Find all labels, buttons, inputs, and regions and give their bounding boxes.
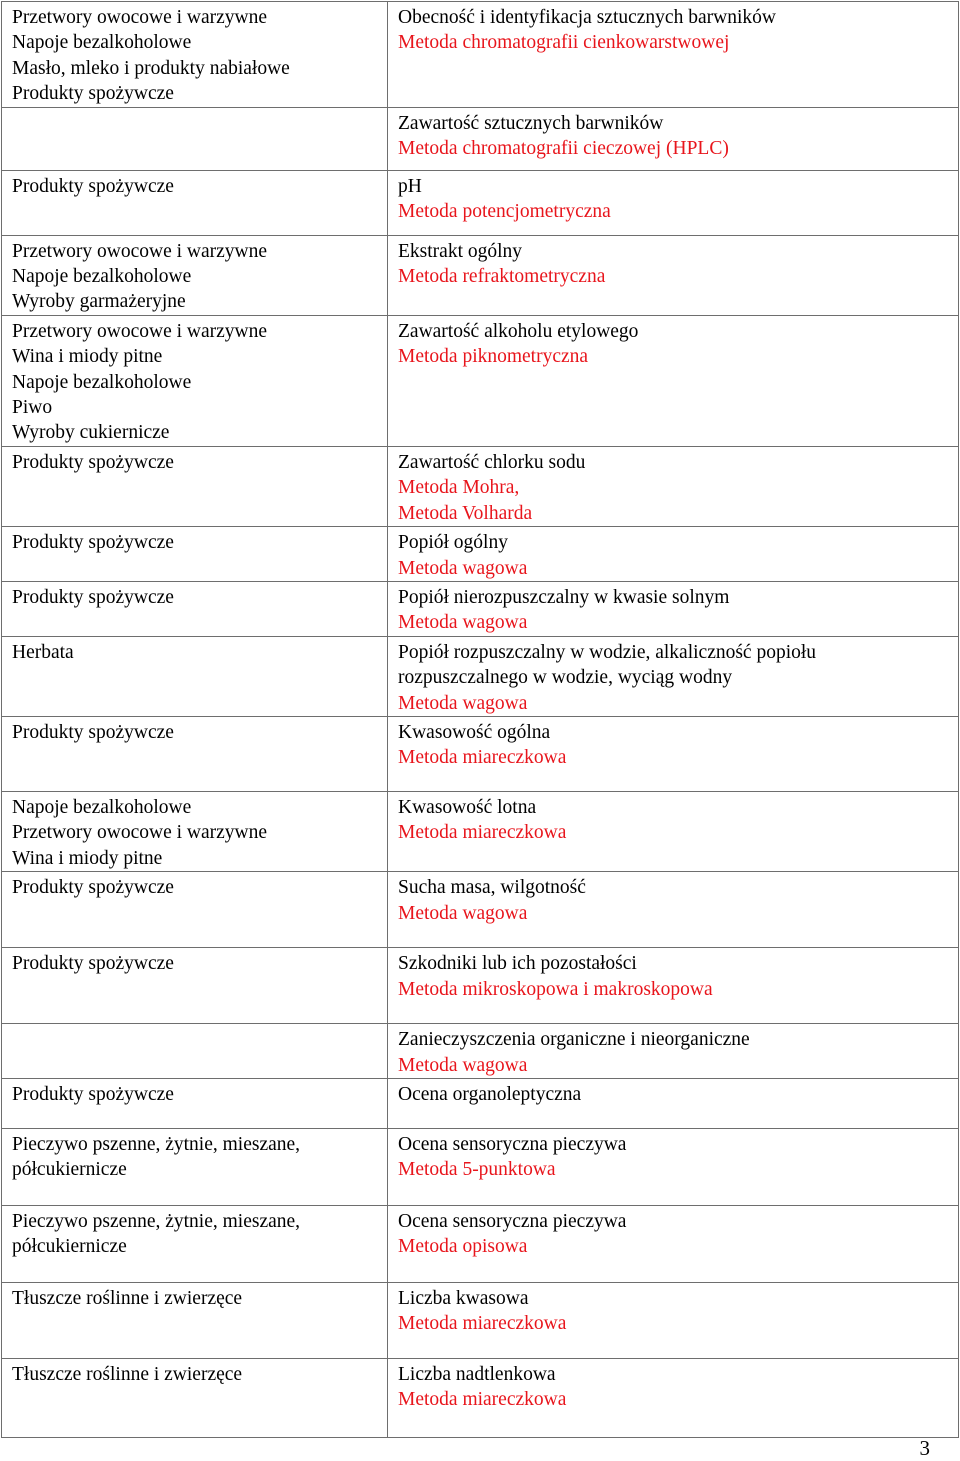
product-cell — [2, 1024, 388, 1079]
product-cell — [2, 581, 388, 636]
table-row — [2, 315, 959, 446]
test-name: Ocena sensoryczna pieczywa — [398, 1133, 627, 1155]
product-line: Przetwory owocowe i warzywne — [12, 240, 268, 262]
test-name: Popiół nierozpuszczalny w kwasie solnym — [398, 586, 730, 608]
test-cell — [388, 872, 959, 948]
method-name: Metoda potencjometryczna — [398, 201, 611, 223]
product-line: Przetwory owocowe i warzywne — [12, 822, 268, 844]
product-line: Tłuszcze roślinne i zwierzęce — [12, 1363, 243, 1385]
product-cell — [2, 948, 388, 1024]
test-cell — [388, 581, 959, 636]
product-cell — [2, 716, 388, 791]
product-line: Herbata — [12, 641, 74, 663]
test-cell — [388, 1282, 959, 1358]
product-line: Produkty spożywcze — [12, 953, 174, 975]
test-cell — [388, 235, 959, 315]
method-name: Metoda wagowa — [398, 557, 528, 579]
page-number: 3 — [919, 1436, 930, 1460]
test-name: Zawartość chlorku sodu — [398, 451, 586, 473]
test-cell — [388, 1078, 959, 1128]
method-name: Metoda Mohra, — [398, 477, 520, 499]
table-row — [2, 170, 959, 235]
product-cell — [2, 1205, 388, 1282]
test-name: Ocena sensoryczna pieczywa — [398, 1210, 627, 1232]
table-row — [2, 636, 959, 716]
test-name: Szkodniki lub ich pozostałości — [398, 953, 637, 975]
test-name: Ekstrakt ogólny — [398, 240, 523, 262]
table-row — [2, 1024, 959, 1079]
test-name: Kwasowość ogólna — [398, 721, 551, 743]
product-line: Wyroby garmażeryjne — [12, 291, 186, 313]
product-cell — [2, 1358, 388, 1437]
test-cell — [388, 1024, 959, 1079]
method-name: Metoda miareczkowa — [398, 1389, 567, 1411]
product-cell — [2, 170, 388, 235]
product-line: Masło, mleko i produkty nabiałowe — [12, 57, 290, 79]
table-row — [2, 581, 959, 636]
product-cell — [2, 1078, 388, 1128]
method-name: Metoda refraktometryczna — [398, 266, 606, 288]
test-cell — [388, 446, 959, 526]
test-cell — [388, 1358, 959, 1437]
method-name: Metoda wagowa — [398, 692, 528, 714]
method-name: Metoda miareczkowa — [398, 747, 567, 769]
table-row — [2, 791, 959, 871]
product-line: Napoje bezalkoholowe — [12, 32, 192, 54]
test-cell — [388, 716, 959, 791]
method-name: Metoda chromatografii cienkowarstwowej — [398, 32, 730, 54]
product-cell — [2, 1128, 388, 1205]
product-cell — [2, 527, 388, 582]
test-name: Liczba kwasowa — [398, 1287, 529, 1309]
product-line: Pieczywo pszenne, żytnie, mieszane, — [12, 1210, 301, 1232]
test-cell — [388, 948, 959, 1024]
product-cell — [2, 872, 388, 948]
method-name: Metoda piknometryczna — [398, 346, 589, 368]
product-line: Wyroby cukiernicze — [12, 422, 170, 444]
product-line: półcukiernicze — [12, 1236, 127, 1258]
product-line: Produkty spożywcze — [12, 1083, 174, 1105]
product-line: Wina i miody pitne — [12, 346, 163, 368]
test-name: Popiół rozpuszczalny w wodzie, alkaliczność popiołu — [398, 641, 817, 663]
test-cell — [388, 170, 959, 235]
table-row — [2, 446, 959, 526]
method-name: Metoda mikroskopowa i makroskopowa — [398, 978, 713, 1000]
test-cell — [388, 1128, 959, 1205]
analysis-table — [1, 1, 959, 1438]
method-name: Metoda chromatografii cieczowej (HPLC) — [398, 138, 729, 160]
method-name: Metoda wagowa — [398, 612, 528, 634]
table-row — [2, 107, 959, 170]
test-cell — [388, 527, 959, 582]
table-row — [2, 2, 959, 108]
product-cell — [2, 791, 388, 871]
product-line: Tłuszcze roślinne i zwierzęce — [12, 1287, 243, 1309]
method-name: Metoda Volharda — [398, 502, 533, 524]
test-cell — [388, 2, 959, 108]
table-row — [2, 872, 959, 948]
product-line: Produkty spożywcze — [12, 721, 174, 743]
test-cell — [388, 1205, 959, 1282]
method-name: Metoda wagowa — [398, 902, 528, 924]
product-line: Produkty spożywcze — [12, 83, 174, 105]
table-row — [2, 235, 959, 315]
test-cell — [388, 107, 959, 170]
method-name: Metoda miareczkowa — [398, 1313, 567, 1335]
product-line: Napoje bezalkoholowe — [12, 371, 192, 393]
method-name: Metoda 5-punktowa — [398, 1159, 556, 1181]
test-cell — [388, 315, 959, 446]
test-name: Zanieczyszczenia organiczne i nieorganiczne — [398, 1029, 750, 1051]
test-cell — [388, 791, 959, 871]
product-cell — [2, 446, 388, 526]
table-row — [2, 1128, 959, 1205]
product-line: Napoje bezalkoholowe — [12, 266, 192, 288]
test-cell — [388, 636, 959, 716]
product-cell — [2, 2, 388, 108]
product-line: Produkty spożywcze — [12, 175, 174, 197]
test-name: rozpuszczalnego w wodzie, wyciąg wodny — [398, 667, 733, 689]
table-row — [2, 1078, 959, 1128]
product-line: Produkty spożywcze — [12, 451, 174, 473]
product-line: Pieczywo pszenne, żytnie, mieszane, — [12, 1133, 301, 1155]
table-row — [2, 1205, 959, 1282]
table-row — [2, 948, 959, 1024]
product-cell — [2, 107, 388, 170]
product-line: Produkty spożywcze — [12, 877, 174, 899]
table-row — [2, 1282, 959, 1358]
method-name: Metoda wagowa — [398, 1054, 528, 1076]
product-line: Produkty spożywcze — [12, 532, 174, 554]
product-cell — [2, 235, 388, 315]
test-name: Popiół ogólny — [398, 532, 508, 554]
product-line: półcukiernicze — [12, 1159, 127, 1181]
product-line: Produkty spożywcze — [12, 586, 174, 608]
product-line: Wina i miody pitne — [12, 847, 163, 869]
test-name: Zawartość alkoholu etylowego — [398, 320, 639, 342]
method-name: Metoda miareczkowa — [398, 822, 567, 844]
product-cell — [2, 1282, 388, 1358]
test-name: pH — [398, 175, 422, 197]
test-name: Obecność i identyfikacja sztucznych barwników — [398, 7, 776, 28]
table-body — [2, 2, 959, 1438]
product-cell — [2, 636, 388, 716]
product-line: Piwo — [12, 397, 53, 419]
test-name: Zawartość sztucznych barwników — [398, 112, 664, 134]
product-line: Przetwory owocowe i warzywne — [12, 7, 268, 28]
product-line: Przetwory owocowe i warzywne — [12, 320, 268, 342]
table-row — [2, 716, 959, 791]
product-cell — [2, 315, 388, 446]
table-row — [2, 527, 959, 582]
test-name: Ocena organoleptyczna — [398, 1083, 582, 1105]
test-name: Liczba nadtlenkowa — [398, 1363, 556, 1385]
product-line: Napoje bezalkoholowe — [12, 796, 192, 818]
table-row — [2, 1358, 959, 1437]
method-name: Metoda opisowa — [398, 1236, 528, 1258]
test-name: Kwasowość lotna — [398, 796, 537, 818]
test-name: Sucha masa, wilgotność — [398, 877, 586, 899]
